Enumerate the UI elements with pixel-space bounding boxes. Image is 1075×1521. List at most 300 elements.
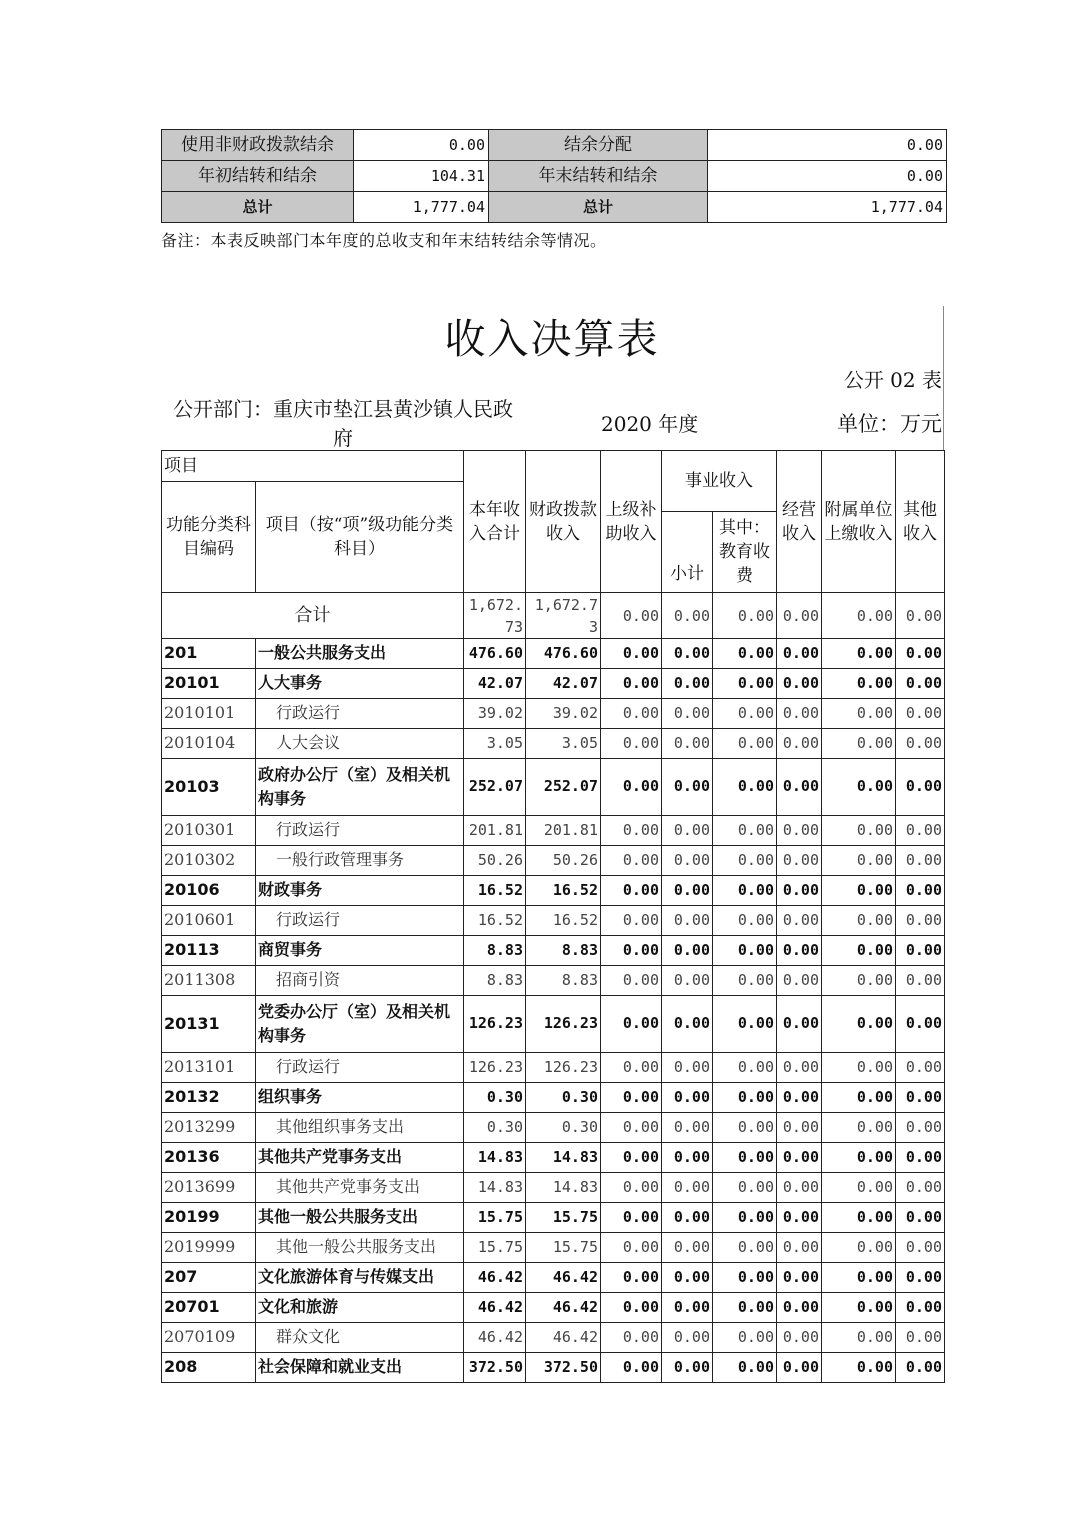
summary-left-label: 年初结转和结余 (162, 161, 354, 192)
row-value-cell: 0.00 (601, 906, 662, 936)
row-value-cell: 372.50 (464, 1353, 526, 1383)
row-value-cell: 0.00 (896, 966, 945, 996)
table-row (162, 846, 945, 876)
row-value-cell: 0.00 (713, 639, 777, 669)
row-name: 党委办公厅（室）及相关机构事务 (256, 996, 464, 1053)
header-affiliated: 附属单位上缴收入 (822, 451, 896, 593)
table-row (162, 1173, 945, 1203)
table-row (162, 966, 945, 996)
total-value-cell: 0.00 (601, 593, 662, 639)
row-name: 行政运行 (256, 699, 464, 729)
row-value-cell: 0.00 (822, 876, 896, 906)
row-name: 行政运行 (256, 816, 464, 846)
row-value-cell: 0.00 (896, 1083, 945, 1113)
table-row (162, 729, 945, 759)
row-value-cell: 0.00 (662, 1233, 713, 1263)
summary-right-label: 总计 (489, 192, 708, 223)
row-name: 组织事务 (256, 1083, 464, 1113)
header-edu: 其中：教育收费 (713, 512, 777, 593)
row-value-cell: 0.00 (777, 1173, 822, 1203)
row-value-cell: 0.00 (601, 1143, 662, 1173)
row-value-cell: 0.00 (896, 846, 945, 876)
summary-right-label: 结余分配 (489, 130, 708, 161)
row-value-cell: 0.00 (601, 816, 662, 846)
row-value-cell: 0.00 (777, 1083, 822, 1113)
row-value-cell: 0.00 (896, 936, 945, 966)
row-value-cell: 14.83 (464, 1143, 526, 1173)
row-value-cell: 201.81 (526, 816, 601, 846)
row-value-cell: 39.02 (464, 699, 526, 729)
row-name: 一般公共服务支出 (256, 639, 464, 669)
row-value-cell: 0.00 (896, 1173, 945, 1203)
row-value-cell: 0.00 (713, 996, 777, 1053)
row-value-cell: 0.00 (777, 1353, 822, 1383)
row-value-cell: 0.00 (601, 699, 662, 729)
row-value-cell: 0.00 (777, 816, 822, 846)
row-value-cell: 0.00 (777, 1323, 822, 1353)
table-body (162, 593, 945, 1383)
row-value-cell: 46.42 (526, 1293, 601, 1323)
row-value-cell: 0.00 (713, 1203, 777, 1233)
row-value-cell: 0.00 (601, 1323, 662, 1353)
row-value-cell: 0.00 (601, 966, 662, 996)
row-name: 一般行政管理事务 (256, 846, 464, 876)
row-name: 群众文化 (256, 1323, 464, 1353)
income-table (161, 450, 945, 1383)
row-value-cell: 0.00 (601, 729, 662, 759)
table-row (162, 876, 945, 906)
row-value-cell: 50.26 (526, 846, 601, 876)
row-value-cell: 0.00 (662, 729, 713, 759)
row-value-cell: 0.00 (662, 1353, 713, 1383)
row-value-cell: 0.00 (662, 966, 713, 996)
row-value-cell: 14.83 (526, 1143, 601, 1173)
row-value-cell: 476.60 (526, 639, 601, 669)
row-code: 20103 (162, 759, 256, 816)
row-value-cell: 201.81 (464, 816, 526, 846)
row-value-cell: 0.00 (713, 1293, 777, 1323)
row-value-cell: 0.00 (662, 846, 713, 876)
row-code: 2011308 (162, 966, 256, 996)
row-value-cell: 0.00 (822, 1293, 896, 1323)
row-value-cell: 46.42 (526, 1323, 601, 1353)
row-value-cell: 42.07 (464, 669, 526, 699)
row-value-cell: 50.26 (464, 846, 526, 876)
row-value-cell: 0.30 (526, 1083, 601, 1113)
header-name: 项目（按“项”级功能分类科目） (256, 482, 464, 593)
row-value-cell: 0.00 (662, 1323, 713, 1353)
row-value-cell: 0.00 (662, 1263, 713, 1293)
row-value-cell: 0.00 (896, 699, 945, 729)
row-value-cell: 0.00 (713, 1233, 777, 1263)
row-name: 其他共产党事务支出 (256, 1173, 464, 1203)
row-value-cell: 0.00 (777, 846, 822, 876)
row-value-cell: 15.75 (526, 1203, 601, 1233)
row-value-cell: 0.00 (822, 1263, 896, 1293)
row-value-cell: 0.00 (896, 669, 945, 699)
total-value-cell: 0.00 (713, 593, 777, 639)
row-value-cell: 15.75 (464, 1203, 526, 1233)
row-value-cell: 0.00 (713, 1353, 777, 1383)
row-value-cell: 0.00 (777, 1233, 822, 1263)
form-number: 公开 02 表 (843, 368, 942, 392)
row-value-cell: 0.00 (896, 906, 945, 936)
row-value-cell: 0.00 (822, 1203, 896, 1233)
row-value-cell: 0.00 (896, 1293, 945, 1323)
table-row (162, 759, 945, 816)
summary-right-value: 1,777.04 (708, 192, 947, 223)
row-value-cell: 0.00 (713, 906, 777, 936)
row-value-cell: 0.00 (713, 669, 777, 699)
row-value-cell: 0.00 (662, 669, 713, 699)
row-code: 20106 (162, 876, 256, 906)
row-value-cell: 0.00 (777, 1263, 822, 1293)
total-value-cell: 0.00 (777, 593, 822, 639)
row-value-cell: 0.00 (601, 1293, 662, 1323)
row-value-cell: 0.00 (601, 1263, 662, 1293)
row-value-cell: 0.00 (777, 699, 822, 729)
row-value-cell: 0.00 (822, 1173, 896, 1203)
row-value-cell: 0.00 (662, 816, 713, 846)
row-code: 201 (162, 639, 256, 669)
row-value-cell: 0.00 (777, 639, 822, 669)
row-value-cell: 0.00 (896, 1263, 945, 1293)
row-code: 2010301 (162, 816, 256, 846)
fiscal-year: 2020 年度 (601, 412, 699, 436)
row-value-cell: 126.23 (464, 1053, 526, 1083)
header-subtotal: 小计 (662, 512, 713, 593)
table-total-row (162, 593, 945, 639)
row-value-cell: 46.42 (526, 1263, 601, 1293)
summary-left-label: 总计 (162, 192, 354, 223)
table-row (162, 1143, 945, 1173)
row-value-cell: 46.42 (464, 1263, 526, 1293)
row-code: 20131 (162, 996, 256, 1053)
header-business: 事业收入 (662, 451, 777, 512)
row-value-cell: 0.00 (662, 936, 713, 966)
row-value-cell: 0.00 (822, 1233, 896, 1263)
row-value-cell: 0.00 (822, 816, 896, 846)
report-title: 收入决算表 (444, 315, 660, 363)
table-row (162, 996, 945, 1053)
row-value-cell: 0.00 (601, 996, 662, 1053)
row-code: 2019999 (162, 1233, 256, 1263)
row-code: 20199 (162, 1203, 256, 1233)
row-name: 其他一般公共服务支出 (256, 1233, 464, 1263)
row-value-cell: 0.00 (713, 759, 777, 816)
row-value-cell: 0.00 (601, 1203, 662, 1233)
row-value-cell: 0.00 (713, 816, 777, 846)
department-label: 公开部门：重庆市垫江县黄沙镇人民政府 (173, 397, 513, 450)
row-value-cell: 0.00 (662, 906, 713, 936)
summary-left-value: 104.31 (354, 161, 489, 192)
row-value-cell: 0.00 (896, 1143, 945, 1173)
table-row (162, 816, 945, 846)
table-row (162, 1233, 945, 1263)
row-value-cell: 14.83 (464, 1173, 526, 1203)
row-value-cell: 0.00 (896, 1113, 945, 1143)
table-row (162, 1263, 945, 1293)
row-value-cell: 0.00 (822, 1113, 896, 1143)
row-value-cell: 0.00 (713, 1113, 777, 1143)
table-row (162, 1293, 945, 1323)
total-value-cell: 0.00 (662, 593, 713, 639)
row-value-cell: 0.00 (777, 966, 822, 996)
row-value-cell: 0.00 (601, 669, 662, 699)
row-value-cell: 126.23 (464, 996, 526, 1053)
row-value-cell: 0.00 (822, 729, 896, 759)
row-code: 2010601 (162, 906, 256, 936)
summary-right-label: 年末结转和结余 (489, 161, 708, 192)
row-value-cell: 0.00 (896, 1203, 945, 1233)
total-value-cell: 0.00 (822, 593, 896, 639)
row-value-cell: 0.00 (601, 936, 662, 966)
row-value-cell: 0.00 (822, 1053, 896, 1083)
row-name: 文化和旅游 (256, 1293, 464, 1323)
unit-label: 单位：万元 (837, 412, 942, 436)
row-value-cell: 0.00 (896, 1353, 945, 1383)
row-value-cell: 0.00 (662, 1143, 713, 1173)
row-code: 208 (162, 1353, 256, 1383)
row-value-cell: 0.00 (662, 1083, 713, 1113)
row-value-cell: 126.23 (526, 996, 601, 1053)
row-value-cell: 16.52 (464, 906, 526, 936)
table-row (162, 669, 945, 699)
row-name: 财政事务 (256, 876, 464, 906)
row-value-cell: 0.00 (822, 846, 896, 876)
total-value-cell: 1,672.73 (526, 593, 601, 639)
row-value-cell: 0.00 (601, 876, 662, 906)
row-value-cell: 0.00 (822, 1323, 896, 1353)
header-fiscal: 财政拨款收入 (526, 451, 601, 593)
row-name: 招商引资 (256, 966, 464, 996)
row-value-cell: 0.00 (777, 996, 822, 1053)
row-value-cell: 0.00 (896, 816, 945, 846)
summary-table (161, 129, 947, 223)
row-value-cell: 0.00 (662, 1173, 713, 1203)
row-value-cell: 8.83 (526, 966, 601, 996)
row-value-cell: 0.00 (713, 846, 777, 876)
row-value-cell: 0.00 (662, 1203, 713, 1233)
row-value-cell: 0.00 (777, 876, 822, 906)
row-value-cell: 0.00 (662, 639, 713, 669)
row-value-cell: 0.00 (822, 906, 896, 936)
table-row (162, 1353, 945, 1383)
row-value-cell: 0.00 (601, 846, 662, 876)
row-value-cell: 0.30 (464, 1083, 526, 1113)
summary-left-value: 1,777.04 (354, 192, 489, 223)
row-value-cell: 0.00 (601, 759, 662, 816)
row-value-cell: 0.00 (601, 639, 662, 669)
row-value-cell: 372.50 (526, 1353, 601, 1383)
table-row (162, 639, 945, 669)
summary-left-label: 使用非财政拨款结余 (162, 130, 354, 161)
row-value-cell: 0.00 (896, 876, 945, 906)
row-value-cell: 0.00 (896, 1053, 945, 1083)
row-value-cell: 0.00 (822, 1143, 896, 1173)
row-code: 2010104 (162, 729, 256, 759)
header-total: 本年收入合计 (464, 451, 526, 593)
row-value-cell: 16.52 (526, 876, 601, 906)
row-value-cell: 0.00 (713, 1143, 777, 1173)
row-value-cell: 8.83 (464, 936, 526, 966)
row-value-cell: 0.00 (601, 1083, 662, 1113)
row-value-cell: 3.05 (526, 729, 601, 759)
row-code: 20113 (162, 936, 256, 966)
row-value-cell: 0.00 (601, 1113, 662, 1143)
row-value-cell: 15.75 (526, 1233, 601, 1263)
row-value-cell: 0.00 (601, 1053, 662, 1083)
header-upper: 上级补助收入 (601, 451, 662, 593)
row-value-cell: 476.60 (464, 639, 526, 669)
row-value-cell: 0.00 (822, 966, 896, 996)
row-value-cell: 0.00 (896, 729, 945, 759)
summary-right-value: 0.00 (708, 161, 947, 192)
row-name: 行政运行 (256, 1053, 464, 1083)
row-code: 20136 (162, 1143, 256, 1173)
header-item: 项目 (162, 451, 464, 482)
row-name: 其他组织事务支出 (256, 1113, 464, 1143)
row-value-cell: 16.52 (526, 906, 601, 936)
row-value-cell: 0.00 (822, 1353, 896, 1383)
row-value-cell: 0.00 (777, 1053, 822, 1083)
row-value-cell: 0.00 (662, 759, 713, 816)
row-value-cell: 0.00 (822, 996, 896, 1053)
row-value-cell: 0.00 (822, 699, 896, 729)
row-name: 人大会议 (256, 729, 464, 759)
row-value-cell: 0.00 (822, 759, 896, 816)
header-other: 其他收入 (896, 451, 945, 593)
row-name: 人大事务 (256, 669, 464, 699)
row-value-cell: 0.00 (713, 1263, 777, 1293)
table-header (162, 451, 945, 593)
row-value-cell: 0.00 (896, 996, 945, 1053)
table-row (162, 1323, 945, 1353)
row-value-cell: 8.83 (464, 966, 526, 996)
row-code: 2010101 (162, 699, 256, 729)
row-value-cell: 0.00 (822, 936, 896, 966)
row-name: 社会保障和就业支出 (256, 1353, 464, 1383)
row-code: 20101 (162, 669, 256, 699)
row-value-cell: 0.00 (713, 729, 777, 759)
row-value-cell: 0.00 (713, 966, 777, 996)
summary-row (162, 161, 947, 192)
summary-row (162, 130, 947, 161)
row-value-cell: 46.42 (464, 1323, 526, 1353)
row-value-cell: 0.00 (713, 1053, 777, 1083)
row-value-cell: 16.52 (464, 876, 526, 906)
row-value-cell: 0.00 (896, 639, 945, 669)
row-code: 2013101 (162, 1053, 256, 1083)
row-value-cell: 0.00 (662, 1113, 713, 1143)
summary-left-value: 0.00 (354, 130, 489, 161)
row-code: 2070109 (162, 1323, 256, 1353)
row-value-cell: 15.75 (464, 1233, 526, 1263)
table-row (162, 1083, 945, 1113)
total-label: 合计 (162, 593, 464, 639)
row-value-cell: 0.00 (777, 1143, 822, 1173)
row-value-cell: 0.00 (777, 759, 822, 816)
row-value-cell: 0.00 (777, 669, 822, 699)
row-value-cell: 126.23 (526, 1053, 601, 1083)
row-value-cell: 0.00 (601, 1353, 662, 1383)
row-name: 行政运行 (256, 906, 464, 936)
row-value-cell: 0.00 (896, 1323, 945, 1353)
row-value-cell: 0.00 (777, 729, 822, 759)
row-value-cell: 0.00 (662, 1053, 713, 1083)
row-value-cell: 0.00 (713, 1323, 777, 1353)
summary-right-value: 0.00 (708, 130, 947, 161)
row-value-cell: 0.00 (713, 876, 777, 906)
row-name: 政府办公厅（室）及相关机构事务 (256, 759, 464, 816)
table-row (162, 1113, 945, 1143)
row-code: 2010302 (162, 846, 256, 876)
row-value-cell: 0.00 (662, 996, 713, 1053)
row-value-cell: 0.00 (662, 1293, 713, 1323)
total-value-cell: 1,672.73 (464, 593, 526, 639)
row-value-cell: 0.00 (896, 1233, 945, 1263)
row-value-cell: 0.00 (822, 669, 896, 699)
header-operating: 经营收入 (777, 451, 822, 593)
row-value-cell: 0.00 (777, 906, 822, 936)
row-value-cell: 0.00 (713, 1083, 777, 1113)
table-row (162, 699, 945, 729)
row-value-cell: 0.00 (822, 1083, 896, 1113)
row-value-cell: 0.00 (777, 936, 822, 966)
header-code: 功能分类科目编码 (162, 482, 256, 593)
table-row (162, 906, 945, 936)
row-value-cell: 0.30 (464, 1113, 526, 1143)
row-code: 20132 (162, 1083, 256, 1113)
row-code: 207 (162, 1263, 256, 1293)
row-value-cell: 0.30 (526, 1113, 601, 1143)
row-value-cell: 0.00 (777, 1203, 822, 1233)
row-value-cell: 8.83 (526, 936, 601, 966)
row-value-cell: 0.00 (777, 1113, 822, 1143)
row-value-cell: 0.00 (713, 699, 777, 729)
row-value-cell: 42.07 (526, 669, 601, 699)
row-value-cell: 0.00 (662, 876, 713, 906)
row-value-cell: 0.00 (713, 936, 777, 966)
row-name: 其他共产党事务支出 (256, 1143, 464, 1173)
row-code: 2013699 (162, 1173, 256, 1203)
row-value-cell: 0.00 (601, 1173, 662, 1203)
row-name: 商贸事务 (256, 936, 464, 966)
row-value-cell: 46.42 (464, 1293, 526, 1323)
summary-total-row (162, 192, 947, 223)
table-row (162, 936, 945, 966)
total-value-cell: 0.00 (896, 593, 945, 639)
row-name: 其他一般公共服务支出 (256, 1203, 464, 1233)
table-row (162, 1053, 945, 1083)
row-value-cell: 0.00 (822, 639, 896, 669)
row-value-cell: 3.05 (464, 729, 526, 759)
row-value-cell: 0.00 (662, 699, 713, 729)
row-value-cell: 252.07 (526, 759, 601, 816)
table-row (162, 1203, 945, 1233)
row-value-cell: 252.07 (464, 759, 526, 816)
summary-note: 备注：本表反映部门本年度的总收支和年末结转结余等情况。 (161, 231, 607, 250)
row-value-cell: 39.02 (526, 699, 601, 729)
row-value-cell: 0.00 (601, 1233, 662, 1263)
row-value-cell: 14.83 (526, 1173, 601, 1203)
row-value-cell: 0.00 (777, 1293, 822, 1323)
row-code: 20701 (162, 1293, 256, 1323)
row-code: 2013299 (162, 1113, 256, 1143)
row-value-cell: 0.00 (896, 759, 945, 816)
row-value-cell: 0.00 (713, 1173, 777, 1203)
row-name: 文化旅游体育与传媒支出 (256, 1263, 464, 1293)
